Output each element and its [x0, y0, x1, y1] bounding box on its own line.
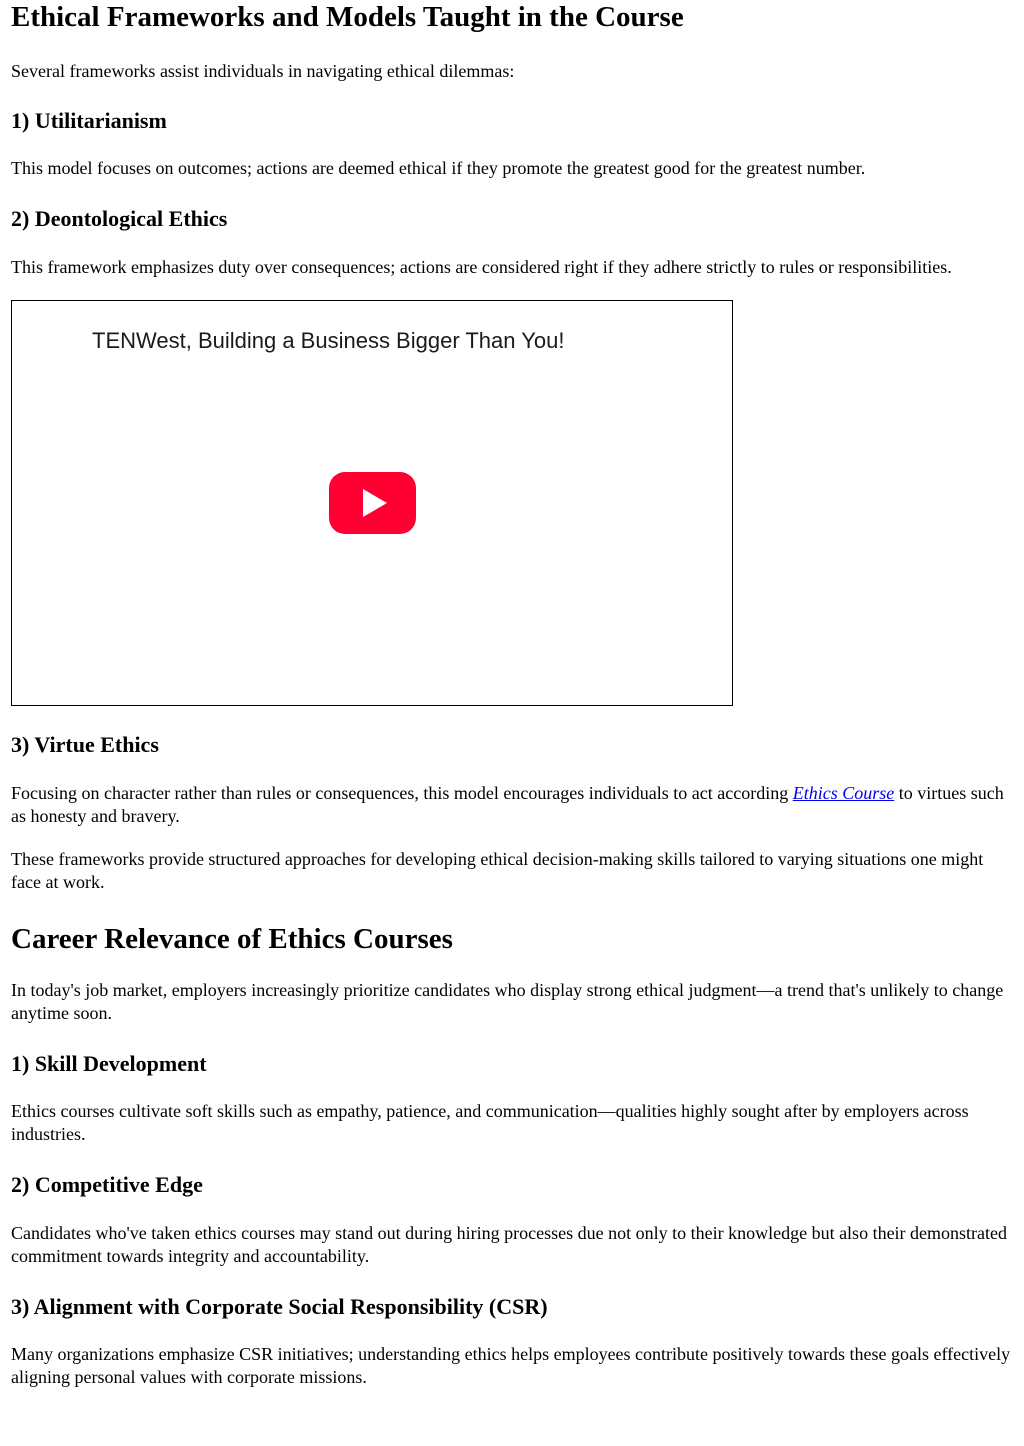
video-play-button[interactable] — [329, 472, 416, 534]
skill-development-text: Ethics courses cultivate soft skills such as empathy, patience, and communication—qualities highly sought after by employers across industries. — [11, 1101, 969, 1144]
heading-competitive-edge: 2) Competitive Edge — [11, 1172, 203, 1197]
heading-utilitarianism: 1) Utilitarianism — [11, 108, 167, 133]
heading-deontological-ethics: 2) Deontological Ethics — [11, 206, 228, 231]
virtue-text-before: Focusing on character rather than rules or consequences, this model encourages individuals to act according — [11, 783, 793, 803]
ethics-course-link[interactable]: Ethics Course — [792, 783, 895, 803]
video-embed[interactable] — [11, 300, 733, 706]
utilitarianism-text: This model focuses on outcomes; actions are deemed ethical if they promote the greatest good for the greatest number. — [11, 158, 866, 178]
heading-virtue-ethics: 3) Virtue Ethics — [11, 732, 159, 757]
video-title[interactable]: TENWest, Building a Business Bigger Than You! — [92, 328, 565, 353]
page-title: Ethical Frameworks and Models Taught in the Course — [11, 1, 684, 33]
frameworks-summary: These frameworks provide structured approaches for developing ethical decision-making skills tailored to varying situations one might face at work. — [11, 849, 984, 892]
virtue-text-after: to virtues such as honesty and bravery. — [11, 783, 1004, 826]
career-intro: In today's job market, employers increasingly prioritize candidates who display strong ethical judgment—a trend that's unlikely to change anytime soon. — [11, 980, 1004, 1023]
frameworks-intro: Several frameworks assist individuals in navigating ethical dilemmas: — [11, 61, 515, 81]
heading-skill-development: 1) Skill Development — [11, 1051, 207, 1076]
csr-alignment-text: Many organizations emphasize CSR initiatives; understanding ethics helps employees contribute positively towards these goals effectively aligning personal values with corporate missions. — [11, 1344, 1011, 1387]
play-icon — [329, 472, 416, 534]
competitive-edge-text: Candidates who've taken ethics courses may stand out during hiring processes due not only to their knowledge but also their demonstrated commitment towards integrity and accountability. — [11, 1223, 1008, 1266]
heading-csr-alignment: 3) Alignment with Corporate Social Responsibility (CSR) — [11, 1294, 548, 1319]
section-title-career-relevance: Career Relevance of Ethics Courses — [11, 923, 453, 955]
deontological-text: This framework emphasizes duty over consequences; actions are considered right if they adhere strictly to rules or responsibilities. — [11, 257, 952, 277]
virtue-ethics-text — [11, 782, 1013, 828]
